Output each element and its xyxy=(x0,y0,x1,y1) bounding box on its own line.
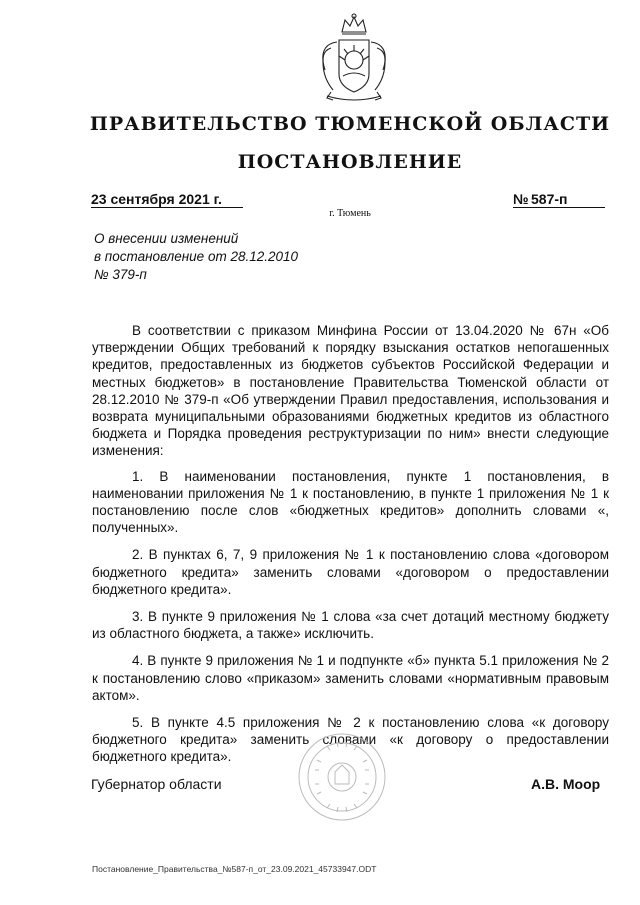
document-number: 587-п xyxy=(531,191,568,207)
preamble-paragraph: В соответствии с приказом Минфина России от 13.04.2020 № 67н «Об утверждении Общих требований к порядку взыскания остатков непогашенных кредитов, предоставленных из бюджетов субъектов Российской Федерации и местных бюджетов» в постановление Правительства Тюменской области от 28.12.2010 № 379-п «Об утверждении Правил предоставления, использования и возврата муниципальными образованиями бюджетных кредитов из областного бюджета и Порядка проведения реструктуризации по ним» внести следующие изменения: xyxy=(92,323,609,459)
list-item: 5. В пункте 4.5 приложения № 2 к постановлению слова «к договору бюджетного кредита» заменить словами «к договору о предоставлении бюджетного кредита». xyxy=(92,715,609,765)
list-item: 4. В пункте 9 приложения № 1 и подпункте «б» пункта 5.1 приложения № 2 к постановлению слово «приказом» заменить словами «нормативным правовым актом». xyxy=(92,653,609,703)
document-type: ПОСТАНОВЛЕНИЕ xyxy=(237,151,463,173)
signer-position: Губернатор области xyxy=(91,776,222,792)
city: г. Тюмень xyxy=(329,208,371,219)
list-item: 3. В пункте 9 приложения № 1 слова «за счет дотаций местному бюджету из областного бюджета, а также» исключить. xyxy=(92,609,609,642)
official-stamp-icon xyxy=(297,732,387,822)
subject-block xyxy=(94,230,298,284)
subject-line: № 379-п xyxy=(94,267,147,282)
list-item: 2. В пунктах 6, 7, 9 приложения № 1 к постановлению слова «договором бюджетного кредита» заменить словами «договором о предоставлении бюджетного кредита». xyxy=(92,547,609,597)
coat-of-arms-icon xyxy=(309,12,399,108)
subject-line: в постановление от 28.12.2010 xyxy=(94,249,299,264)
organization-title: ПРАВИТЕЛЬСТВО ТЮМЕНСКОЙ ОБЛАСТИ xyxy=(89,113,611,135)
footer-filename: Постановление_Правительства_№587-п_от_23.09.2021_45733947.ODT xyxy=(92,864,377,874)
number-sign: № xyxy=(513,191,529,207)
document-body xyxy=(92,322,609,776)
subject-line: О внесении изменений xyxy=(94,231,239,246)
signer-name: А.В. Моор xyxy=(531,776,601,792)
document-date: 23 сентября 2021 г. xyxy=(91,191,222,207)
list-item: 1. В наименовании постановления, пункте 1 постановления, в наименовании приложения № 1 к постановлению, в пункте 1 приложения № 1 к постановлению после слов «бюджетных кредитов» дополнить словами «, полученных». xyxy=(92,468,609,536)
